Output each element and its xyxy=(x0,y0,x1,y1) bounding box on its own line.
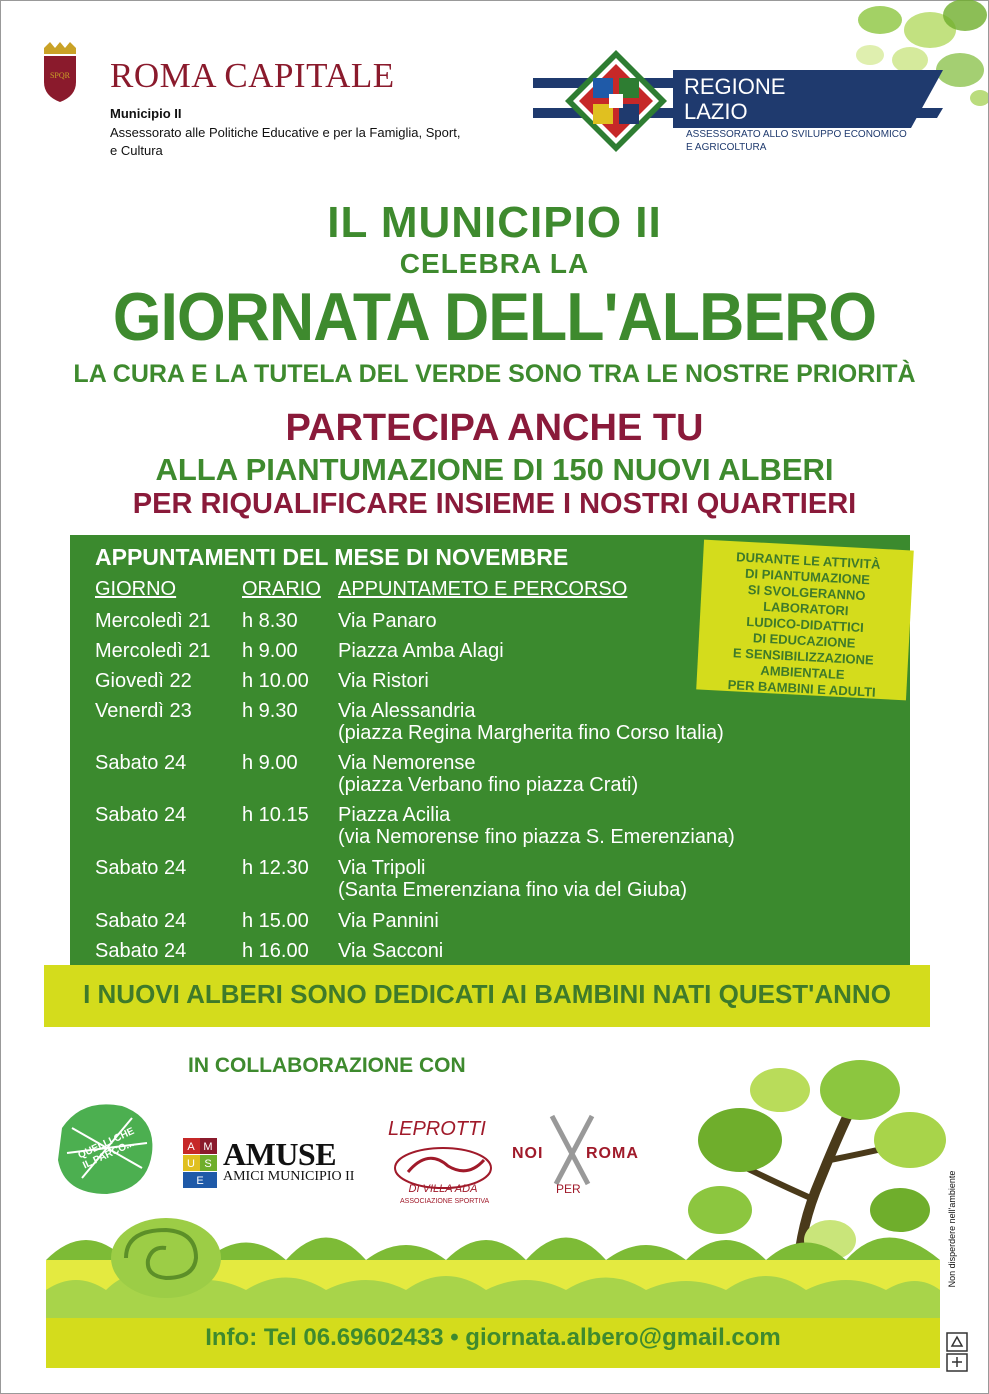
schedule-time: h 8.30 xyxy=(242,610,298,632)
header-time: ORARIO xyxy=(242,578,321,600)
cta-title: PARTECIPA ANCHE TU xyxy=(285,407,704,449)
cta-line2: ALLA PIANTUMAZIONE DI 150 NUOVI ALBERI xyxy=(155,452,834,487)
schedule-time: h 9.30 xyxy=(242,700,298,722)
side-note xyxy=(944,1160,964,1310)
schedule-time: h 10.15 xyxy=(242,804,309,826)
schedule-time: h 16.00 xyxy=(242,940,309,962)
snail-icon xyxy=(111,1218,221,1298)
activities-note-text xyxy=(701,548,908,702)
schedule-place: Via Alessandria xyxy=(338,700,476,722)
collaboration-label: IN COLLABORAZIONE CON xyxy=(188,1054,466,1077)
assessorato-label: Assessorato alle Politiche Educative e per la Famiglia, Sport, e Cultura xyxy=(110,125,461,158)
regione-lazio-shield-icon xyxy=(563,48,669,154)
note-line: DI EDUCAZIONE xyxy=(752,630,856,651)
schedule-place: Via Tripoli xyxy=(338,857,426,879)
schedule-detail: (piazza Verbano fino piazza Crati) xyxy=(338,774,639,796)
noi-label: NOI xyxy=(512,1145,544,1162)
municipio-label: Municipio II xyxy=(110,106,182,121)
roma-label: ROMA xyxy=(586,1145,639,1162)
amuse-letter: E xyxy=(196,1175,204,1187)
schedule-day: Sabato 24 xyxy=(95,910,187,932)
spqr-crest-icon xyxy=(38,42,82,102)
note-line: DURANTE LE ATTIVITÀ xyxy=(735,549,881,572)
schedule-detail: (piazza Regina Margherita fino Corso Italia) xyxy=(338,722,724,744)
amuse-letter: S xyxy=(204,1158,212,1170)
title-line2: CELEBRA LA xyxy=(399,248,590,279)
leprotti-place: DI VILLA ADA xyxy=(408,1183,478,1195)
tagline: LA CURA E LA TUTELA DEL VERDE SONO TRA LE NOSTRE PRIORITÀ xyxy=(73,360,916,388)
roma-capitale-title: ROMA CAPITALE xyxy=(110,56,395,95)
dedication-text: I NUOVI ALBERI SONO DEDICATI AI BAMBINI NATI QUEST'ANNO xyxy=(83,979,891,1009)
schedule-time: h 9.00 xyxy=(242,752,298,774)
header-place: APPUNTAMETO E PERCORSO xyxy=(338,578,628,600)
main-title: GIORNATA DELL'ALBERO xyxy=(112,279,877,355)
schedule-place: Via Pannini xyxy=(338,910,439,932)
recycle-icon xyxy=(946,1332,968,1372)
leprotti-title: LEPROTTI xyxy=(388,1118,486,1140)
regione-title-line2: LAZIO xyxy=(684,99,748,124)
schedule-day: Sabato 24 xyxy=(95,804,187,826)
note-line: AMBIENTALE xyxy=(760,662,845,683)
regione-title-line1: REGIONE xyxy=(684,74,786,99)
per-label: PER xyxy=(556,1182,581,1196)
title-line1: IL MUNICIPIO II xyxy=(327,198,662,247)
note-line: SI SVOLGERANNO xyxy=(747,581,866,604)
schedule-place: Via Sacconi xyxy=(338,940,444,962)
regione-assessorato: ASSESSORATO ALLO SVILUPPO ECONOMICO E AGRICOLTURA xyxy=(686,129,907,153)
side-note-text: Non disperdere nell'ambiente xyxy=(947,1170,957,1288)
amuse-letter: M xyxy=(203,1141,213,1153)
amuse-title: AMUSE xyxy=(223,1136,337,1172)
schedule-time: h 10.00 xyxy=(242,670,309,692)
crest-text: SPQR xyxy=(49,71,71,80)
schedule-place: Via Ristori xyxy=(338,670,429,692)
schedule-day: Giovedì 22 xyxy=(95,670,192,692)
note-line: PER BAMBINI E ADULTI xyxy=(727,677,876,700)
note-line: LABORATORI xyxy=(762,598,849,619)
contact-info: Info: Tel 06.69602433 • giornata.albero@gmail.com xyxy=(205,1324,781,1351)
quelli-logo-text: QUELLI CHE IL PARCO... xyxy=(76,1125,137,1172)
note-line: LUDICO-DIDATTICI xyxy=(745,613,865,636)
amuse-letters-logo xyxy=(183,1138,217,1188)
note-line: DI PIANTUMAZIONE xyxy=(744,565,871,588)
note-line: E SENSIBILIZZAZIONE xyxy=(732,645,875,668)
schedule-place: Via Panaro xyxy=(338,610,437,632)
header-day: GIORNO xyxy=(95,578,177,600)
amuse-letter: A xyxy=(187,1141,195,1153)
schedule-place: Via Nemorense xyxy=(338,752,476,774)
schedule-time: h 15.00 xyxy=(242,910,309,932)
schedule-detail: (Santa Emerenziana fino via del Giuba) xyxy=(338,879,688,901)
schedule-day: Sabato 24 xyxy=(95,752,187,774)
grass-band xyxy=(46,1200,940,1320)
schedule-detail: (via Nemorense fino piazza S. Emerenziana) xyxy=(338,826,735,848)
cta-line3: PER RIQUALIFICARE INSIEME I NOSTRI QUARTIERI xyxy=(132,488,857,520)
schedule-time: h 9.00 xyxy=(242,640,298,662)
schedule-time: h 12.30 xyxy=(242,857,309,879)
schedule-day: Mercoledì 21 xyxy=(95,640,211,662)
amuse-subtitle: AMICI MUNICIPIO II xyxy=(223,1169,355,1184)
schedule-title: APPUNTAMENTI DEL MESE DI NOVEMBRE xyxy=(95,544,569,570)
schedule-day: Venerdì 23 xyxy=(95,700,192,722)
schedule-place: Piazza Amba Alagi xyxy=(338,640,504,662)
schedule-day: Sabato 24 xyxy=(95,940,187,962)
schedule-day: Mercoledì 21 xyxy=(95,610,211,632)
leprotti-runner-icon xyxy=(388,1138,498,1198)
amuse-letter: U xyxy=(187,1158,195,1170)
schedule-place: Piazza Acilia xyxy=(338,804,451,826)
leprotti-subtitle: ASSOCIAZIONE SPORTIVA xyxy=(400,1198,490,1205)
schedule-day: Sabato 24 xyxy=(95,857,187,879)
